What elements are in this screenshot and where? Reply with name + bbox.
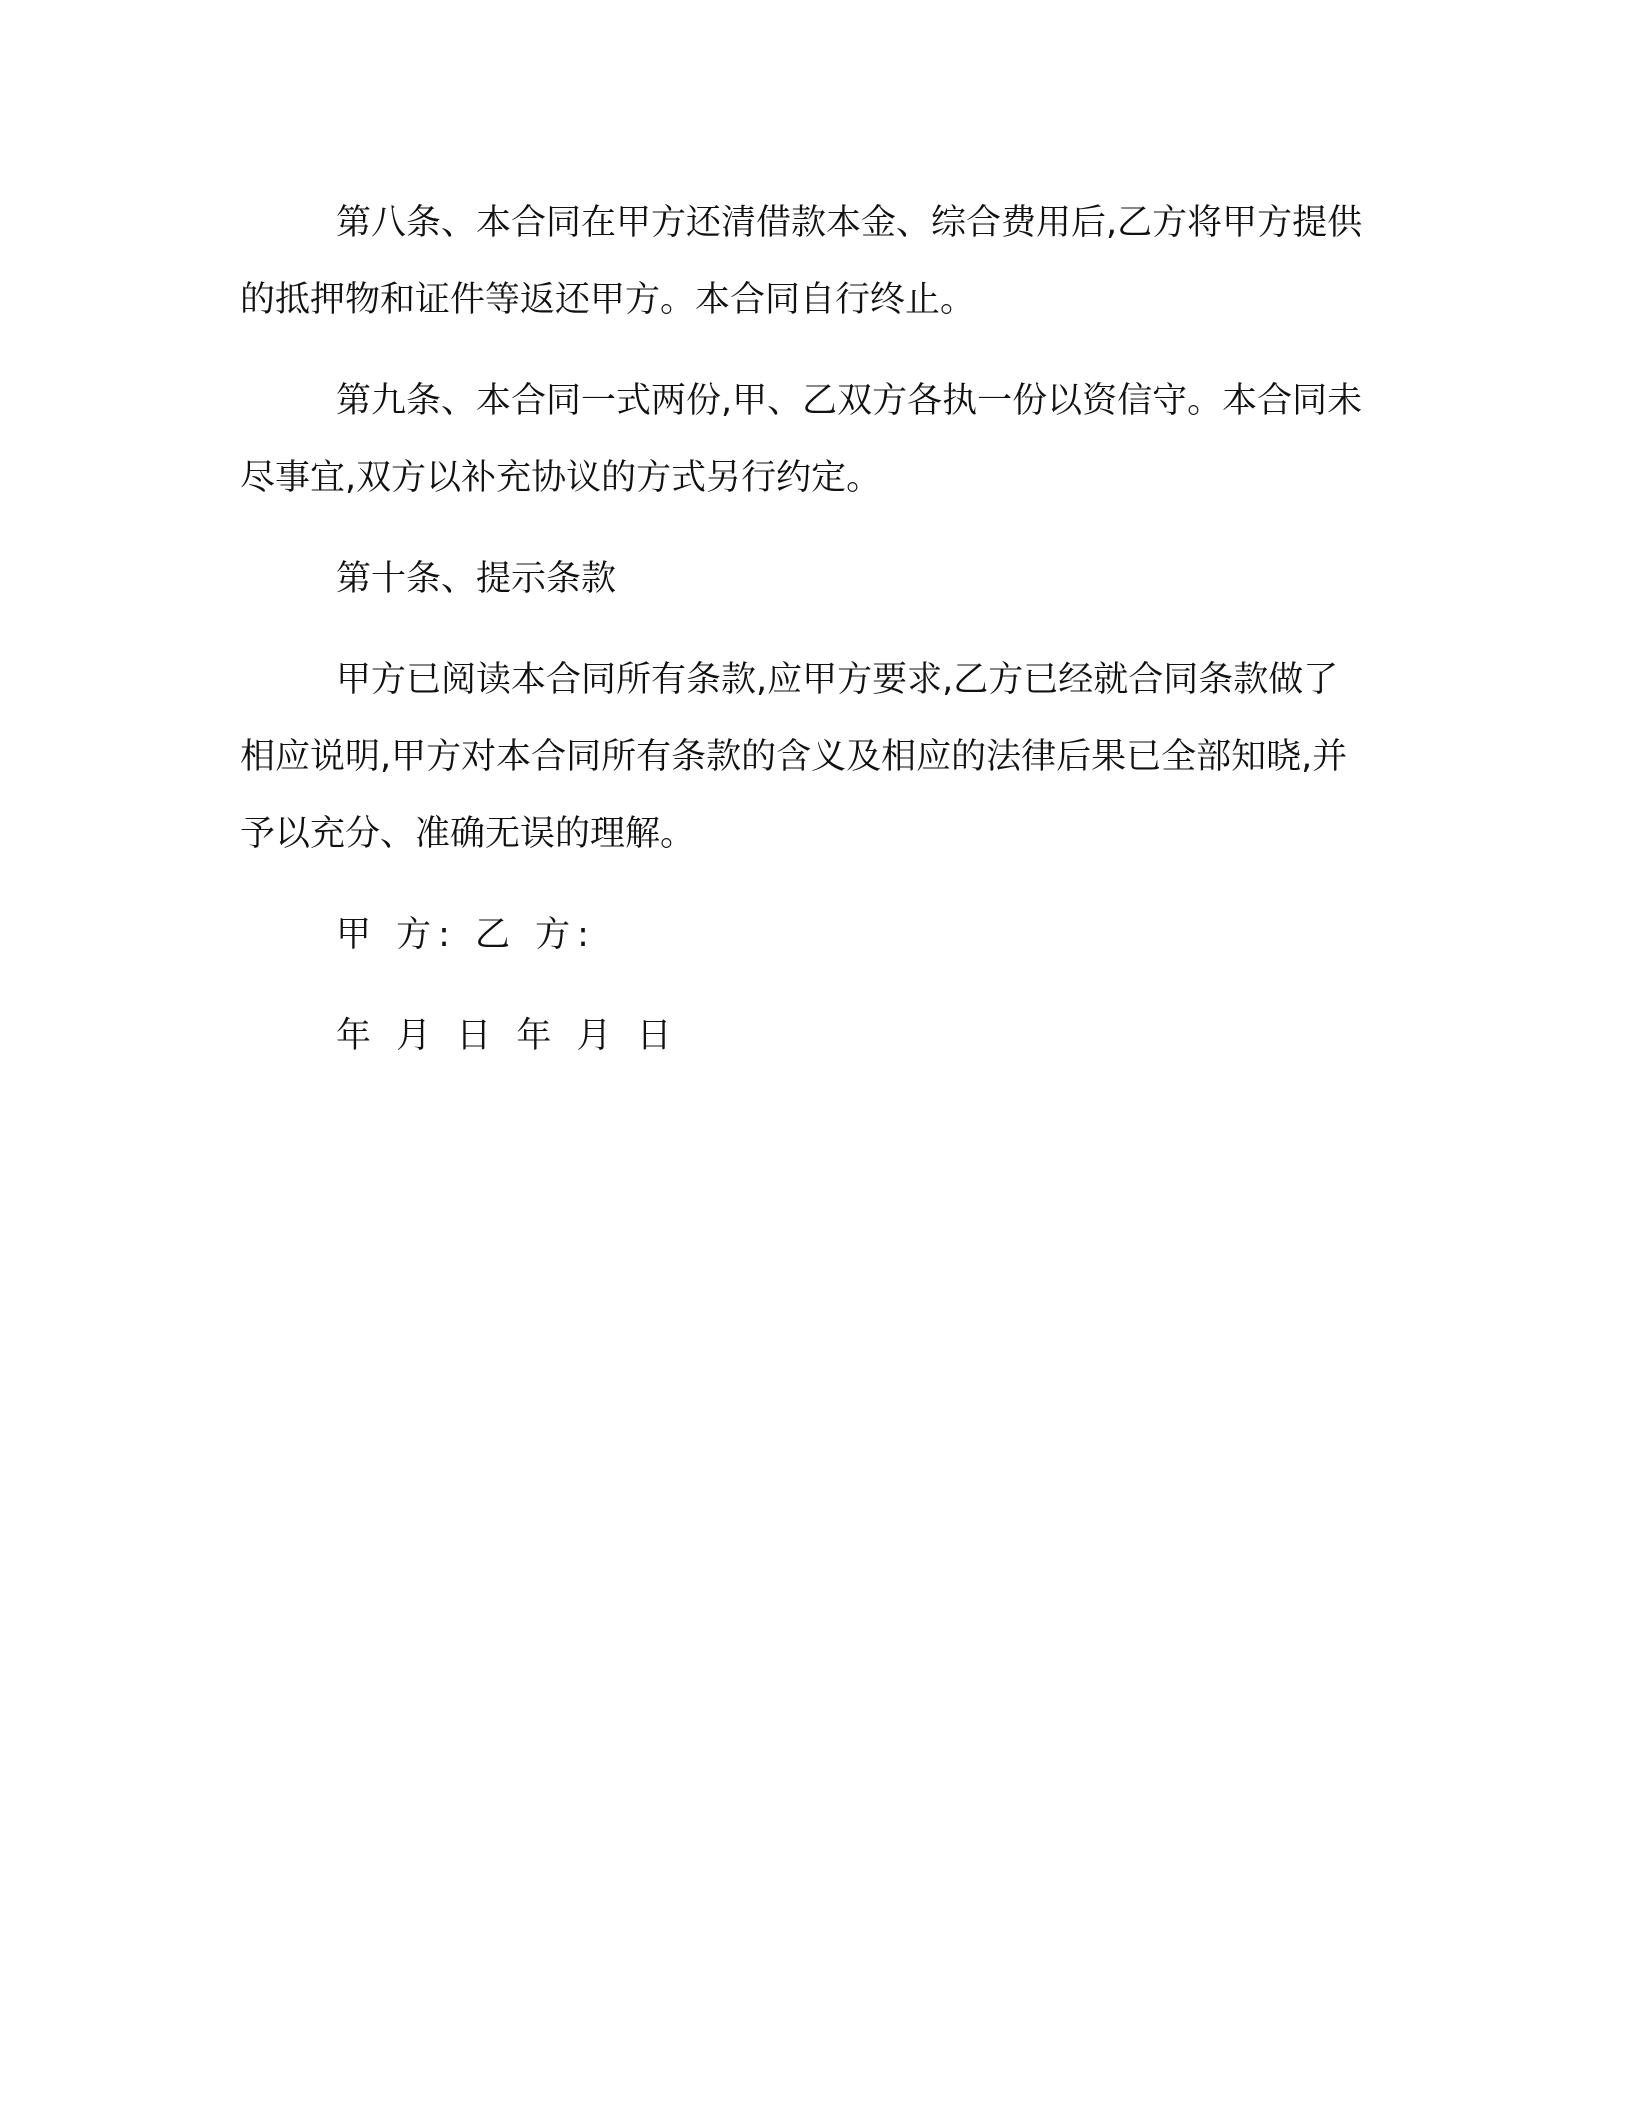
document-body [240, 185, 1370, 1099]
clause-ten-heading: 第十条、提示条款 [336, 559, 617, 599]
signature-dates-line: 年 月 日 年 月 日 [336, 1016, 679, 1056]
clause-eight-paragraph: 第八条、本合同在甲方还清借款本金、综合费用后,乙方将甲方提供的抵押物和证件等返还甲方。本合同自行终止。 [240, 203, 1363, 320]
notice-clause-paragraph: 甲方已阅读本合同所有条款,应甲方要求,乙方已经就合同条款做了相应说明,甲方对本合同所有条款的含义及相应的法律后果已全部知晓,并予以充分、准确无误的理解。 [240, 660, 1348, 854]
clause-nine-paragraph: 第九条、本合同一式两份,甲、乙双方各执一份以资信守。本合同未尽事宜,双方以补充协议的方式另行约定。 [240, 381, 1363, 498]
signature-parties-line: 甲 方: 乙 方: [336, 915, 596, 955]
